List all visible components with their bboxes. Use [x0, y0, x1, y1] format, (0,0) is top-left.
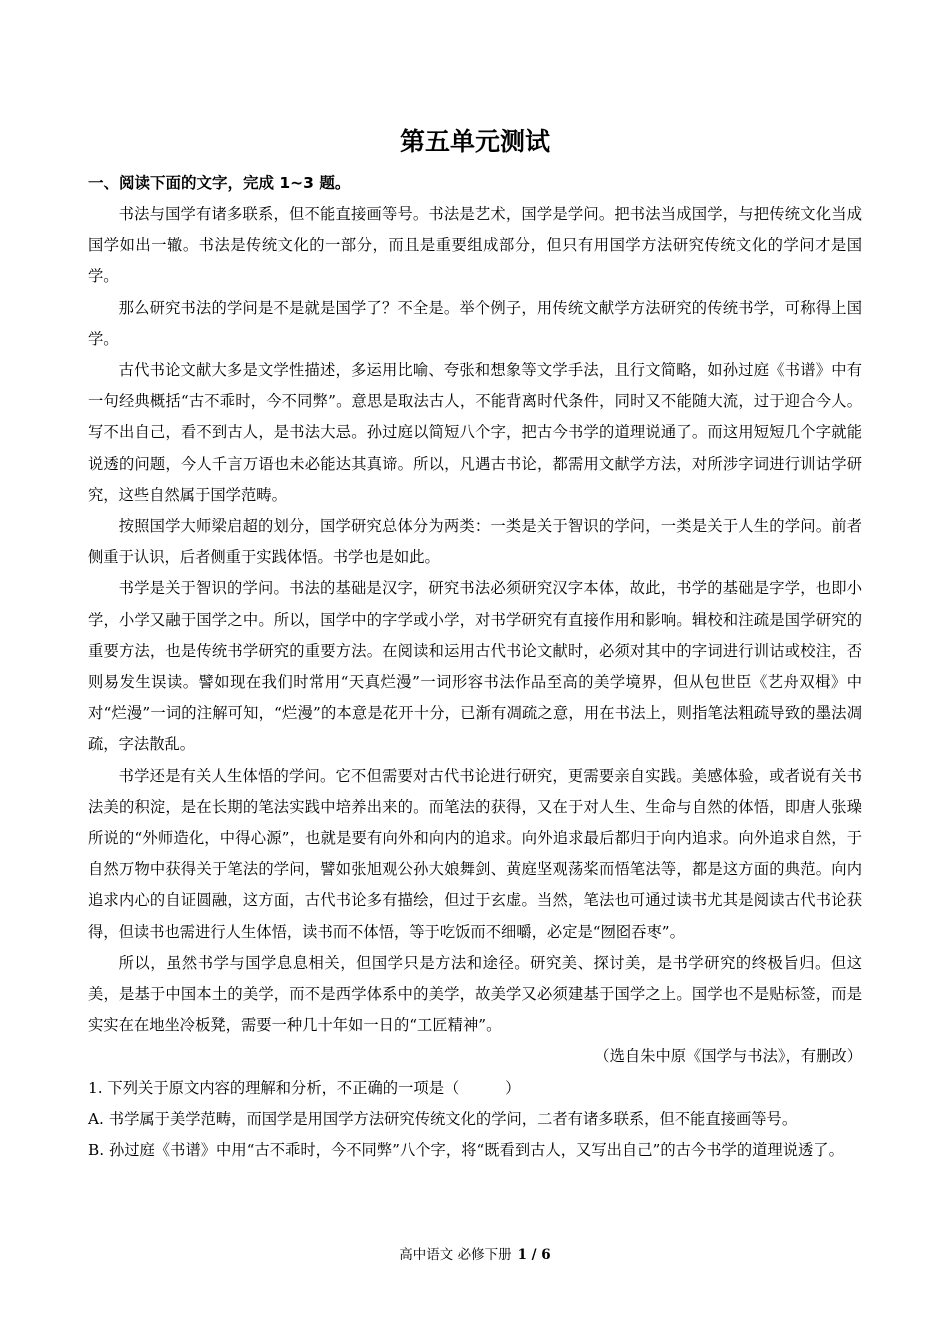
question-1-option-a: A. 书学属于美学范畴，而国学是用国学方法研究传统文化的学问，二者有诸多联系，但不能直接画等号。 [88, 1109, 798, 1128]
page-number: 1 / 6 [517, 1247, 551, 1263]
paragraph: 书学还是有关人生体悟的学问。它不但需要对古代书论进行研究，更需要亲自实践。美感体验，或者说有关书法美的积淀，是在长期的笔法实践中培养出来的。而笔法的获得，又在于对人生、生命与自然的体悟，即唐人张璪所说的“外师造化，中得心源”，也就是要有向外和向内的追求。向外追求最后都归于向内追求。向外追求自然，于自然万物中获得关于笔法的学问，譬如张旭观公孙大娘舞剑、黄庭坚观荡桨而悟笔法等，都是这方面的典范。向内追求内心的自证圆融，这方面，古代书论多有描绘，但过于玄虚。当然，笔法也可通过读书尤其是阅读古代书论获得，但读书也需进行人生体悟，读书而不体悟，等于吃饭而不细嚼，必定是“囫囵吞枣”。 [88, 766, 862, 941]
reading-passage [88, 199, 862, 1166]
paragraph: 按照国学大师梁启超的划分，国学研究总体分为两类：一类是关于智识的学问，一类是关于人生的学问。前者侧重于认识，后者侧重于实践体悟。书学也是如此。 [88, 517, 862, 567]
footer-course: 高中语文 必修下册 [399, 1247, 512, 1263]
page-footer [0, 1246, 950, 1264]
page-title: 第五单元测试 [399, 127, 550, 156]
paragraph: 那么研究书法的学问是不是就是国学了？不全是。举个例子，用传统文献学方法研究的传统书学，可称得上国学。 [88, 298, 862, 348]
paragraph: 书法与国学有诸多联系，但不能直接画等号。书法是艺术，国学是学问。把书法当成国学，与把传统文化当成国学如出一辙。书法是传统文化的一部分，而且是重要组成部分，但只有用国学方法研究传统文化的学问才是国学。 [88, 205, 862, 286]
question-1-stem: 1. 下列关于原文内容的理解和分析，不正确的一项是（ ） [88, 1078, 521, 1097]
section-heading: 一、阅读下面的文字，完成 1~3 题。 [88, 174, 351, 192]
question-1-option-b: B. 孙过庭《书谱》中用“古不乖时，今不同弊”八个字，将“既看到古人，又写出自己”的古今书学的道理说透了。 [88, 1141, 844, 1160]
source-note: （选自朱中原《国学与书法》，有删改） [594, 1047, 862, 1066]
paragraph: 古代书论文献大多是文学性描述，多运用比喻、夸张和想象等文学手法，且行文简略，如孙过庭《书谱》中有一句经典概括“古不乖时，今不同弊”。意思是取法古人，不能背离时代条件，同时又不能随大流，过于迎合今人。写不出自己，看不到古人，是书法大忌。孙过庭以简短八个字，把古今书学的道理说通了。而这用短短几个字就能说透的问题，今人千言万语也未必能达其真谛。所以，凡遇古书论，都需用文献学方法，对所涉字词进行训诂学研究，这些自然属于国学范畴。 [88, 361, 862, 504]
paragraph: 所以，虽然书学与国学息息相关，但国学只是方法和途径。研究美、探讨美，是书学研究的终极旨归。但这美，是基于中国本土的美学，而不是西学体系中的美学，故美学又必须建基于国学之上。国学也不是贴标签，而是实实在在地坐冷板凳，需要一种几十年如一日的“工匠精神”。 [88, 953, 862, 1035]
paragraph: 书学是关于智识的学问。书法的基础是汉字，研究书法必须研究汉字本体，故此，书学的基础是字学，也即小学，小学又融于国学之中。所以，国学中的字学或小学，对书学研究有直接作用和影响。辑校和注疏是国学研究的重要方法，也是传统书学研究的重要方法。在阅读和运用古代书论文献时，必须对其中的字词进行训诂或校注，否则易发生误读。譬如现在我们时常用“天真烂漫”一词形容书法作品至高的美学境界，但从包世臣《艺舟双楫》中对“烂漫”一词的注解可知，“烂漫”的本意是花开十分，已渐有凋疏之意，用在书法上，则指笔法粗疏导致的墨法凋疏，字法散乱。 [88, 579, 862, 754]
